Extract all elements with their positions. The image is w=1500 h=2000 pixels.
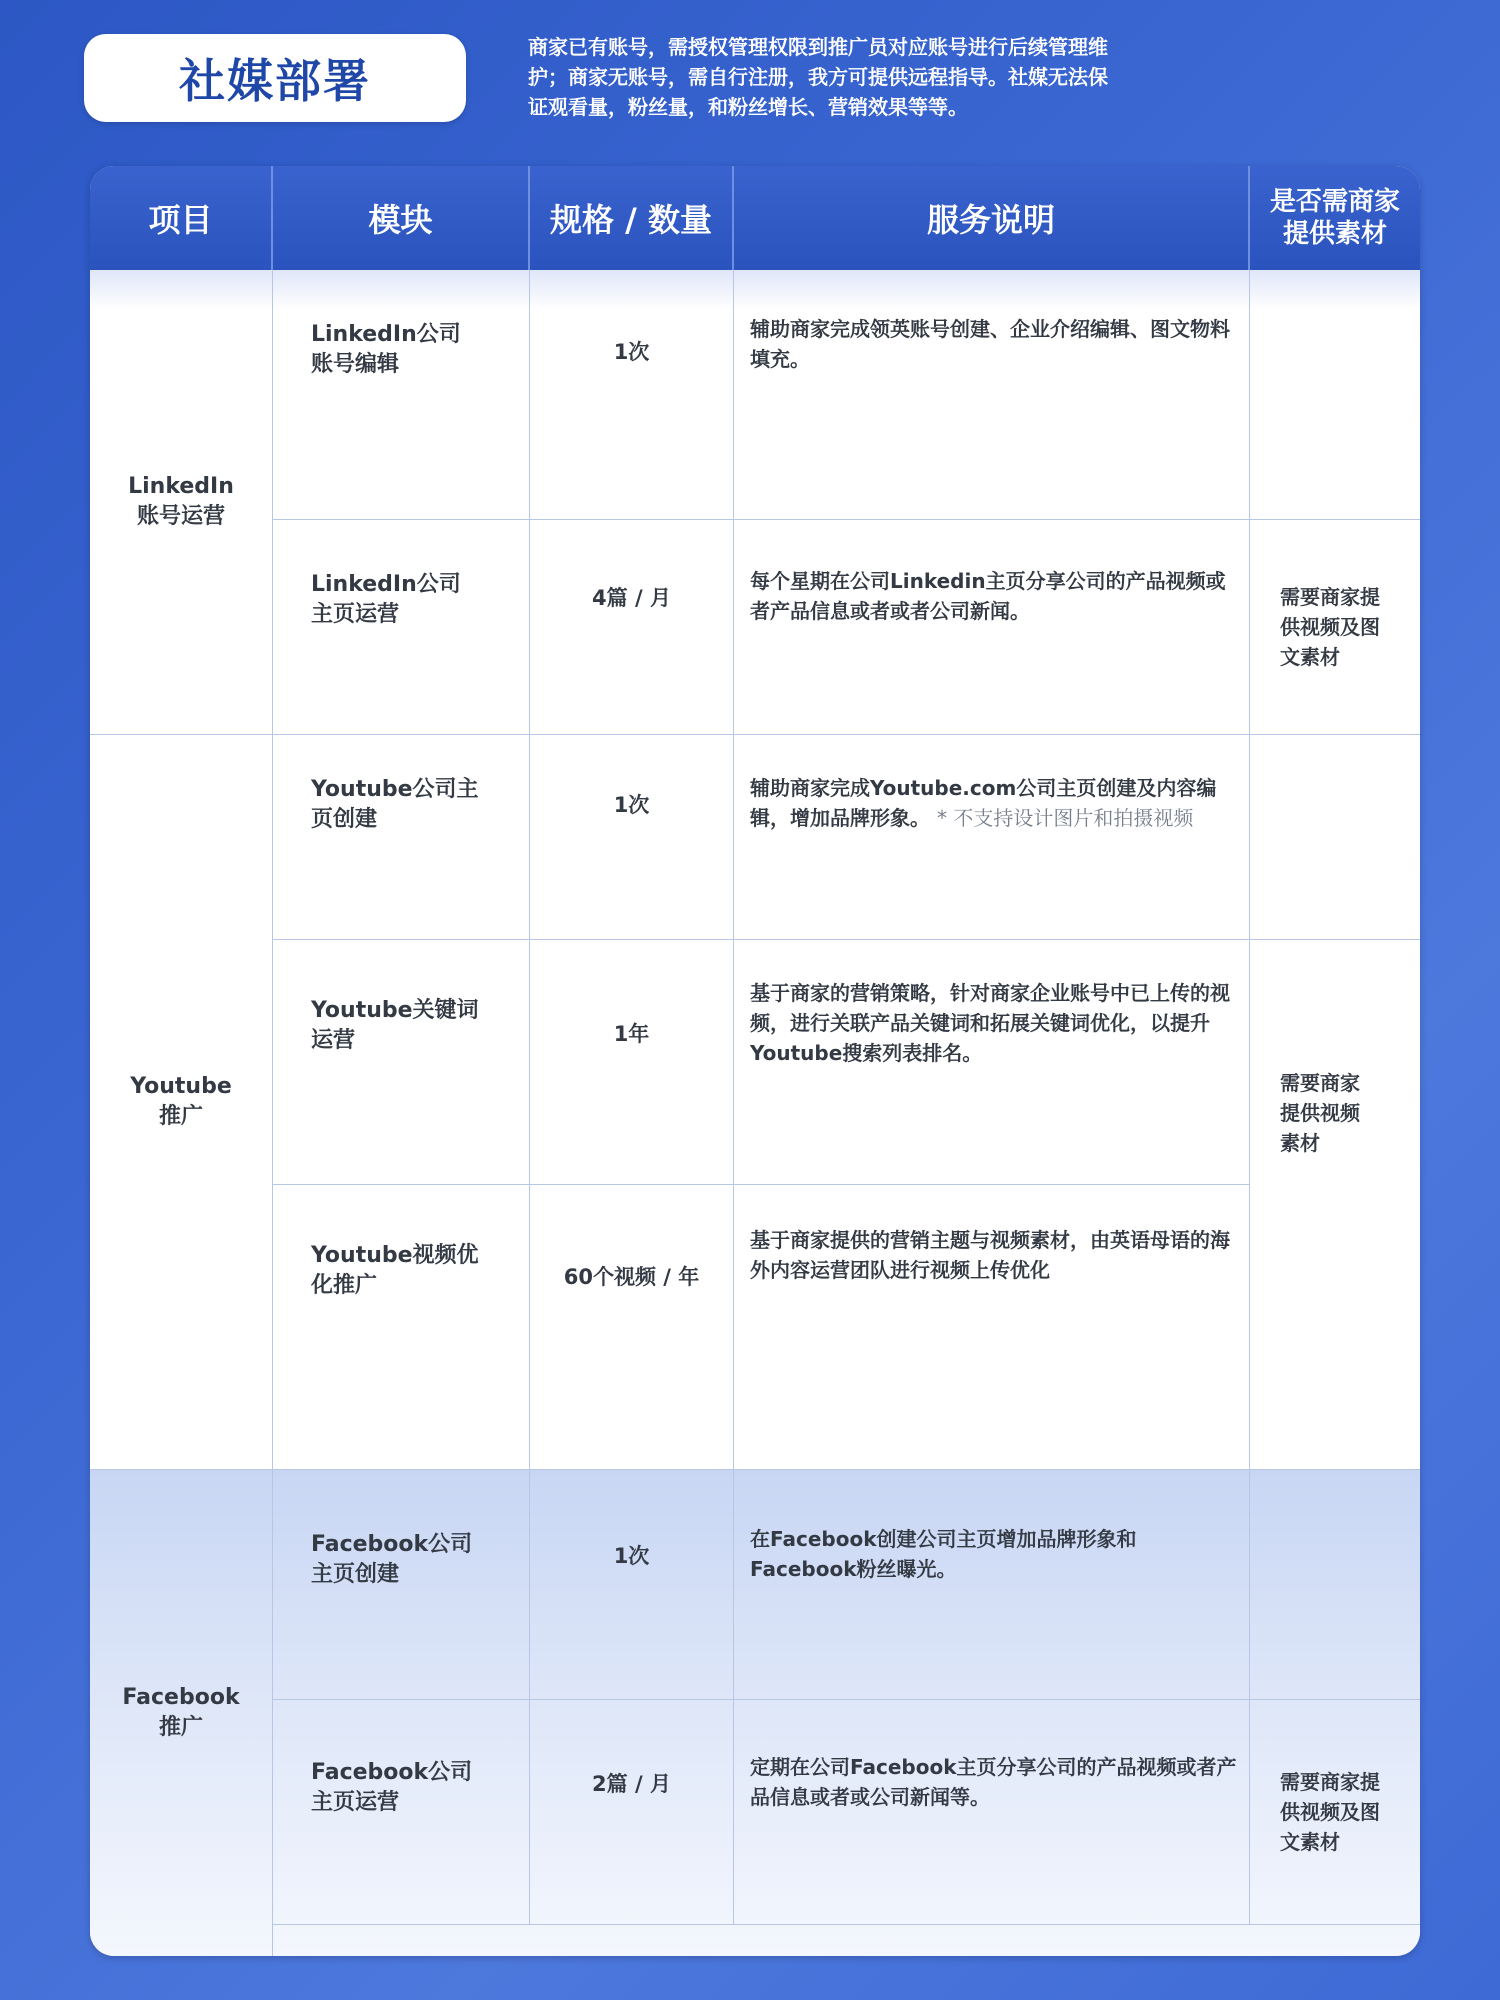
desc-text: 每个星期在公司Linkedin主页分享公司的产品视频或者产品信息或者或者公司新闻。 <box>750 569 1226 623</box>
desc-cell <box>734 1700 1250 1925</box>
desc-note: * 不支持设计图片和拍摄视频 <box>936 806 1194 830</box>
spec-label: 1年 <box>613 1022 650 1046</box>
spec-cell <box>530 1185 734 1470</box>
project-linkedin <box>90 270 273 735</box>
material-label: 需要商家提供视频及图文素材 <box>1280 1770 1380 1854</box>
desc-cell <box>734 735 1250 940</box>
header-project: 项目 <box>90 166 273 270</box>
header-material-line1: 是否需商家 <box>1269 187 1400 217</box>
module-label: Facebook公司主页创建 <box>311 1532 473 1587</box>
desc-text: 基于商家提供的营销主题与视频素材，由英语母语的海外内容运营团队进行视频上传优化 <box>750 1228 1230 1282</box>
spec-label: 60个视频 / 年 <box>563 1265 700 1289</box>
desc-text: 辅助商家完成Youtube.com公司主页创建及内容编辑，增加品牌形象。 <box>750 776 1217 830</box>
desc-text: 辅助商家完成领英账号创建、企业介绍编辑、图文物料填充。 <box>750 317 1230 371</box>
module-cell <box>273 735 530 940</box>
spec-cell <box>530 1700 734 1925</box>
project-facebook-label: Facebook推广 <box>122 1685 240 1740</box>
module-label: LinkedIn公司账号编辑 <box>311 322 461 377</box>
module-cell <box>273 1185 530 1470</box>
material-cell <box>1250 1470 1420 1700</box>
module-cell <box>273 270 530 520</box>
material-cell <box>1250 520 1420 735</box>
header-module: 模块 <box>273 166 530 270</box>
desc-cell <box>734 520 1250 735</box>
module-label: Youtube视频优化推广 <box>311 1243 479 1298</box>
title-box <box>84 34 466 122</box>
table-body <box>90 270 1420 1956</box>
module-label: Facebook公司主页运营 <box>311 1760 473 1815</box>
desc-text: 基于商家的营销策略，针对商家企业账号中已上传的视频，进行关联产品关键词和拓展关键词优化，以提升Youtube搜索列表排名。 <box>750 981 1230 1065</box>
desc-cell <box>734 270 1250 520</box>
module-cell <box>273 520 530 735</box>
module-cell <box>273 1470 530 1700</box>
project-facebook <box>90 1470 273 1956</box>
module-label: Youtube公司主页创建 <box>311 777 479 832</box>
spec-label: 2篇 / 月 <box>592 1772 671 1796</box>
desc-text: 在Facebook创建公司主页增加品牌形象和Facebook粉丝曝光。 <box>750 1527 1137 1581</box>
page-title: 社媒部署 <box>179 54 371 108</box>
spec-label: 1次 <box>613 793 650 817</box>
spec-label: 1次 <box>613 1544 650 1568</box>
spec-cell <box>530 520 734 735</box>
material-cell <box>1250 270 1420 520</box>
header-spec: 规格 / 数量 <box>530 166 734 270</box>
material-cell <box>1250 1700 1420 1925</box>
spec-cell <box>530 940 734 1185</box>
desc-cell <box>734 940 1250 1185</box>
spec-cell <box>530 270 734 520</box>
material-cell <box>1250 735 1420 940</box>
desc-cell <box>734 1185 1250 1470</box>
project-youtube-label: Youtube推广 <box>130 1074 232 1129</box>
module-label: LinkedIn公司主页运营 <box>311 572 461 627</box>
table-header <box>90 166 1420 270</box>
desc-cell <box>734 1470 1250 1700</box>
material-label: 需要商家提供视频及图文素材 <box>1280 585 1380 669</box>
spec-label: 1次 <box>613 340 650 364</box>
material-cell <box>1250 940 1420 1470</box>
project-linkedin-label: LinkedIn 账号运营 <box>128 474 234 529</box>
header-desc: 服务说明 <box>734 166 1250 270</box>
intro-text: 商家已有账号，需授权管理权限到推广员对应账号进行后续管理维护；商家无账号，需自行注册，我方可提供远程指导。社媒无法保证观看量，粉丝量，和粉丝增长、营销效果等等。 <box>528 35 1108 119</box>
spec-cell <box>530 735 734 940</box>
project-youtube <box>90 735 273 1470</box>
header-material <box>1250 166 1420 270</box>
material-label: 需要商家提供视频素材 <box>1280 1071 1360 1155</box>
spec-cell <box>530 1470 734 1700</box>
module-cell <box>273 1700 530 1925</box>
header-material-line2: 提供素材 <box>1282 219 1387 249</box>
spec-label: 4篇 / 月 <box>592 586 671 610</box>
module-cell <box>273 940 530 1185</box>
service-table <box>90 166 1420 1956</box>
module-label: Youtube关键词运营 <box>311 998 479 1053</box>
desc-text: 定期在公司Facebook主页分享公司的产品视频或者产品信息或者或公司新闻等。 <box>750 1755 1237 1809</box>
